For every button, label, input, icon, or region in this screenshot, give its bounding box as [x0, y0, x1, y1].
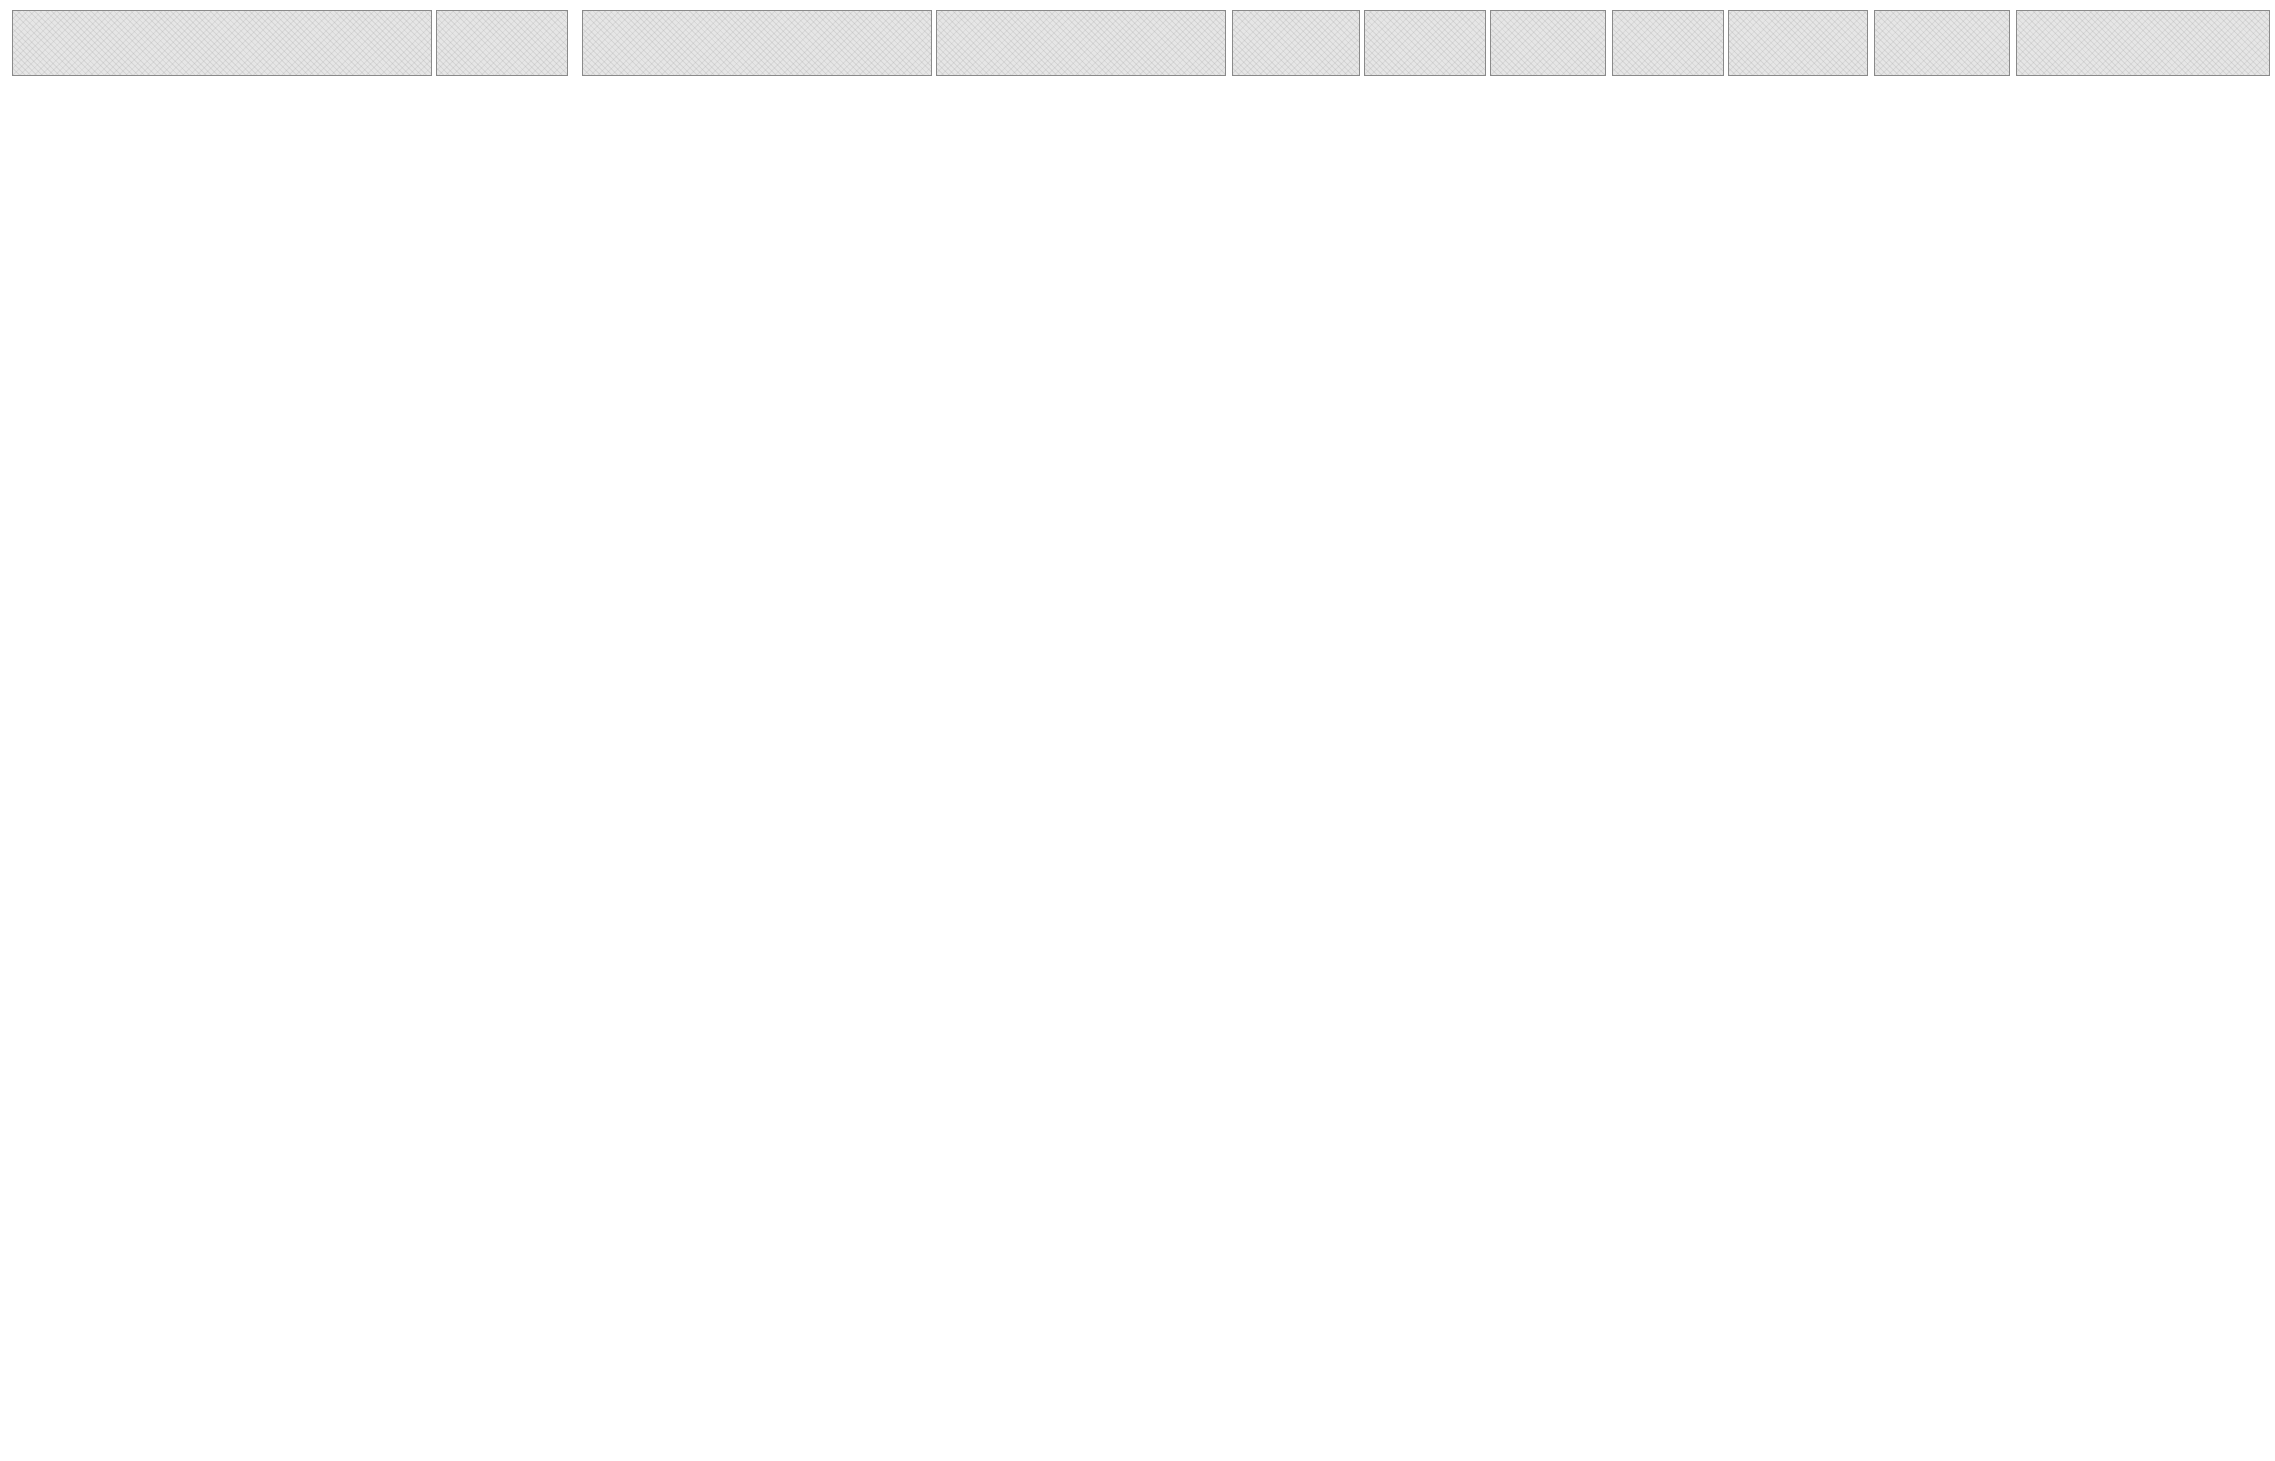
- header-organismo: [12, 10, 432, 76]
- header-importe-viaje: [1874, 10, 2010, 76]
- header-importe-ayuda: [1728, 10, 1868, 76]
- header-pais: [936, 10, 1226, 76]
- header-nombre-becario: [582, 10, 932, 76]
- header-referencia: [436, 10, 568, 76]
- header-finicio: [1232, 10, 1360, 76]
- header-total: [2016, 10, 2270, 76]
- header-ffin: [1364, 10, 1486, 76]
- header-duracion-meses: [1490, 10, 1606, 76]
- header-duracion-dias: [1612, 10, 1724, 76]
